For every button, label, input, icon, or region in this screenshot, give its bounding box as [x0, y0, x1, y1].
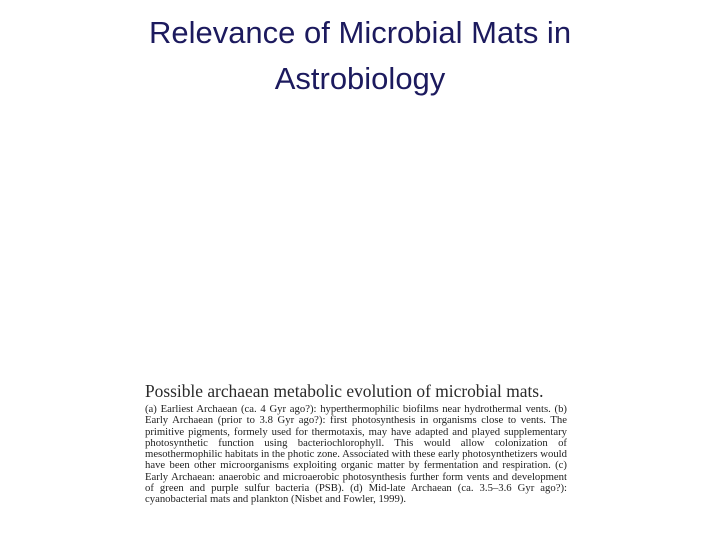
- slide-title-line-1: Relevance of Microbial Mats in: [148, 15, 572, 50]
- slide-title: [0, 10, 720, 102]
- caption-heading: Possible archaean metabolic evolution of microbial mats.: [145, 381, 544, 401]
- caption-body-text: (a) Earliest Archaean (ca. 4 Gyr ago?): hyperthermophilic biofilms near hydrothermal vents. (b) Early Archaean (prior to 3.8 Gyr ago?): first photosynthesis in organisms close to vents. The primitive pigments, formely used for thermotaxis, may have adapted and played supplementary photosynthetic function using bacteriochlorophyll. This would allow colonization of mesothermophilic habitats in the photic zone. Associated with these early photosynthetizers would have been other microorganisms exploiting organic matter by fermentation and respiration. (c) Early Archaean: anaerobic and microaerobic photosynthesis further form vents and development of green and purple sulfur bacteria (PSB). (d) Mid-late Archaean (ca. 3.5–3.6 Gyr ago?): cyanobacterial mats and plankton (Nisbet and Fowler, 1999).: [145, 403, 567, 506]
- figure-caption-image: [143, 380, 567, 506]
- slide-title-line-2: Astrobiology: [274, 61, 446, 96]
